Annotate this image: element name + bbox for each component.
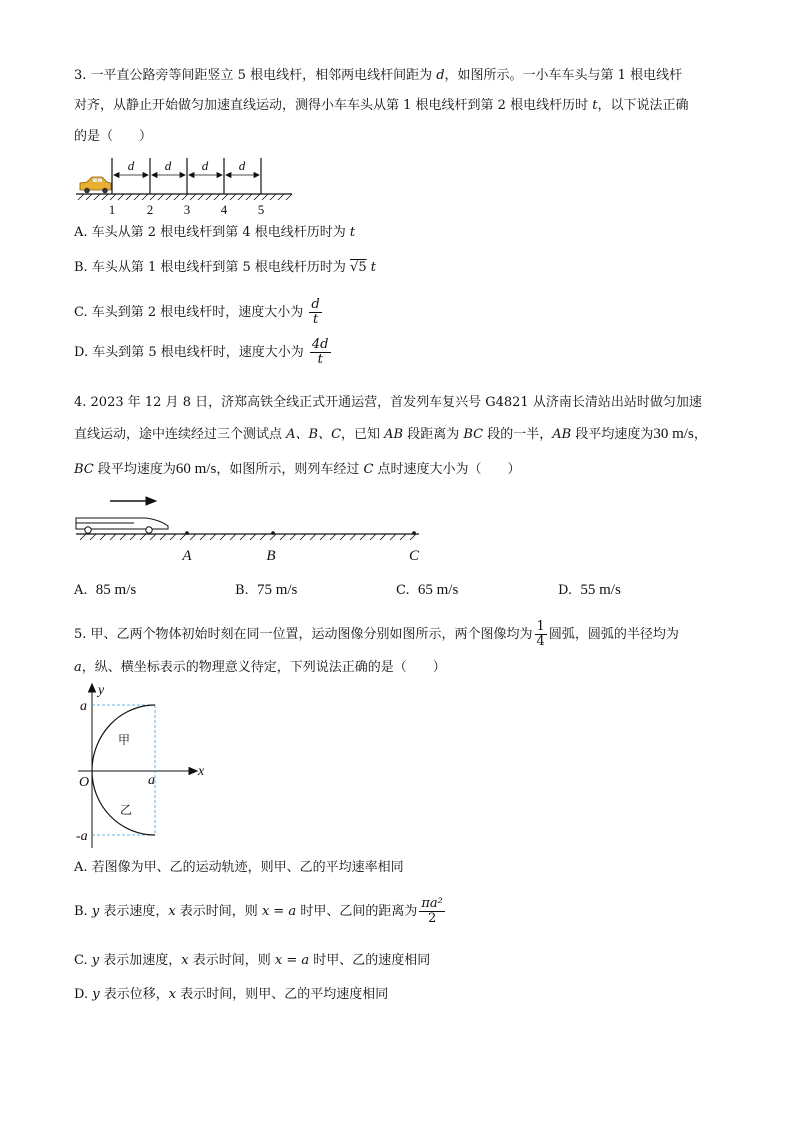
a-top-label: a [80,699,87,714]
q5-option-c: C. y 表示加速度，x 表示时间，则 x = a 时甲、乙的速度相同 [74,953,431,968]
spacing-label: d [201,158,209,173]
a-bottom-label: -a [76,829,88,844]
q4-stem-line-3: BC 段平均速度为60 m/s，如图所示，则列车经过 C 点时速度大小为（ ） [74,461,521,477]
pole-label: 4 [220,202,228,217]
fraction: $\frac{1}{4}$ [536,619,545,649]
point-label-c: C [408,548,420,564]
q3-option-b: B. 车头从第 1 根电线杆到第 5 根电线杆历时为 √5 t [74,260,376,275]
y-axis-label: y [98,683,105,698]
q3-poles-figure [74,150,294,220]
q4-stem-line-1: 4. 2023 年 12 月 8 日，济郑高铁全线正式开通运营，首发列车复兴号 G4821 从济南长清站出站时做匀加速 [74,395,702,410]
q3-stem-line-1: 3. 一平直公路旁等间距竖立 5 根电线杆，相邻两电线杆间距为 d，如图所示。一小车车头与第 1 根电线杆 [74,68,683,83]
q4-option-b: B. 75 m/s [235,582,298,598]
q3-stem-line-3: 的是（ ） [74,129,153,144]
pole-label: 1 [108,202,116,217]
car-icon [80,177,111,193]
x-axis-label: x [198,764,205,779]
q5-arc-figure [72,680,222,852]
q5-stem-line-2: a，纵、横坐标表示的物理意义待定，下列说法正确的是（ ） [74,660,446,675]
train-icon [76,518,168,533]
q4-train-figure [74,492,434,567]
point-b-mark [271,531,275,535]
q4-option-c: C. 65 m/s [396,582,459,598]
spacing-label: d [164,158,172,173]
curve-label-yi: 乙 [120,803,133,817]
spacing-label: d [238,158,246,173]
fraction: $\frac{d}{t}$ [311,297,320,327]
q4-option-d: D. 55 m/s [558,582,621,598]
pole-label: 3 [183,202,191,217]
q5-option-d: D. y 表示位移，x 表示时间，则甲、乙的平均速度相同 [74,987,389,1002]
point-label-b: B [266,548,276,564]
q3-option-a: A. 车头从第 2 根电线杆到第 4 根电线杆历时为 t [74,225,356,240]
q5-option-a: A. 若图像为甲、乙的运动轨迹，则甲、乙的平均速率相同 [74,860,404,875]
track-hatching [80,534,416,540]
fraction: $\frac{4d}{t}$ [311,337,329,367]
spacing-label: d [127,158,135,173]
q3-option-c: C. 车头到第 2 根电线杆时，速度大小为 $\frac{d}{t}$ [74,297,320,327]
q4-option-a: A. 85 m/s [74,582,137,598]
q3-stem-line-2: 对齐，从静止开始做匀加速直线运动，测得小车车头从第 1 根电线杆到第 2 根电线杆历时 t，以下说法正确 [74,98,689,113]
curve-label-jia: 甲 [118,733,131,747]
point-a-mark [185,531,189,535]
pole-label: 5 [257,202,265,217]
direction-arrow-icon [110,497,156,505]
q4-stem-line-2: 直线运动，途中连续经过三个测试点 A、B、C，已知 AB 段距离为 BC 段的一半，AB 段平均速度为30 m/s， [74,426,707,442]
q5-stem-line-1: 5. 甲、乙两个物体初始时刻在同一位置，运动图像分别如图所示，两个图像均为 $\frac{1}{4}$ 圆弧，圆弧的半径均为 [74,619,679,649]
point-c-mark [412,531,416,535]
origin-label: O [79,775,90,790]
q5-option-b: B. y 表示速度，x 表示时间，则 x = a 时甲、乙间的距离为 $\frac{\text{πa²}}{2}$ [74,896,443,926]
q3-option-d: D. 车头到第 5 根电线杆时，速度大小为 $\frac{4d}{t}$ [74,337,329,367]
pole-label: 2 [146,202,154,217]
a-right-label: a [148,773,155,788]
fraction: $\frac{\text{πa²}}{2}$ [421,896,443,926]
ground-hatching [78,194,292,200]
point-label-a: A [182,548,192,564]
